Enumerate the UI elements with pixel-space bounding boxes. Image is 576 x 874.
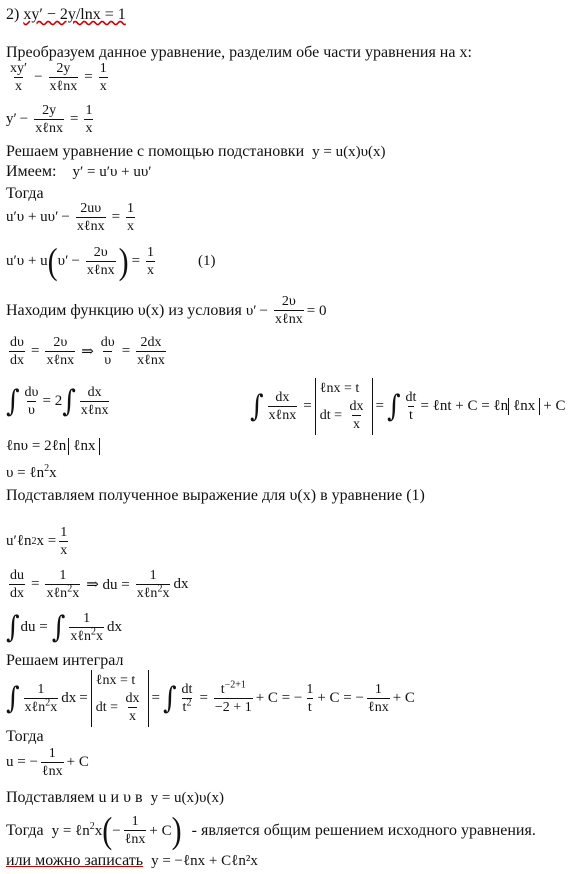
problem-equation: xy′ − 2y/lnx = 1: [23, 6, 126, 23]
fraction: $\frac{2\upsilon}{\text{xℓnx}}$: [86, 245, 115, 278]
fraction: $\frac{dt}{t^2}$: [181, 682, 193, 715]
fraction: $\frac{1}{\text{ℓnx}}$: [367, 682, 389, 715]
fraction: $\frac{1}{\text{ℓnx}}$: [124, 814, 146, 847]
fraction: $\frac{t^{-2+1}}{-2 + 1}$: [214, 679, 252, 715]
substitution-line: Решаем уравнение с помощью подстановки y = u(x)υ(x): [6, 143, 386, 160]
fraction: $\frac{1}{x\ell n^2x}$: [46, 568, 80, 601]
solve-integral-label: Решаем интеграл: [6, 652, 124, 669]
fraction: $\frac{1}{t}$: [306, 682, 314, 715]
fraction: $\frac{dt}{t}$: [405, 390, 417, 423]
intro-text: Преобразуем данное уравнение, разделим обе части уравнения на x:: [6, 44, 472, 61]
general-solution-line: Тогда y = ℓn$^2$x ( − $\frac{1}{\text{ℓnx}}$ + C ) - является общим решением исходного уравнения.: [6, 809, 536, 851]
separation-equation: $\frac{d\upsilon}{dx}$ = $\frac{2\upsilon}{\text{xℓnx}}$ ⇒ $\frac{d\upsilon}{\upsilon}$ = $\frac{2dx}{\text{xℓnx}}$: [10, 335, 165, 368]
fraction: $\frac{1}{x}$: [127, 201, 135, 234]
fraction: $\frac{2y}{\text{xℓnx}}$: [49, 61, 78, 94]
v-result: υ = ℓn$^2$x: [6, 463, 57, 481]
side-integral: ∫ $\frac{dx}{\text{xℓnx}}$ = ℓnx = t dt = $\frac{dx}{x}$ = ∫ $\frac{dt}{t}$ = ℓnt + C = ℓn ℓnx + C: [250, 378, 566, 435]
equation-divided: $\frac{xy'}{x}$ − $\frac{2y}{\text{xℓnx}}$ = $\frac{1}{x}$: [10, 61, 107, 94]
fraction: $\frac{1}{\text{ℓnx}}$: [41, 746, 63, 779]
fraction: $\frac{1}{x}$: [85, 103, 93, 136]
substitution-box: ℓnx = t dt = $\frac{dx}{x}$: [91, 670, 149, 727]
fraction: $\frac{xy'}{x}$: [10, 61, 28, 94]
then-label-1: Тогда: [6, 185, 44, 202]
fraction: $\frac{1}{x}$: [99, 61, 107, 94]
fraction: $\frac{1}{x}$: [147, 245, 155, 278]
fraction: $\frac{1}{x\ell n^2x}$: [24, 682, 58, 715]
problem-statement: [6, 6, 126, 24]
fraction: $\frac{2dx}{\text{xℓnx}}$: [137, 335, 165, 368]
fraction: $\frac{1}{x\ell n^2x}$: [70, 611, 104, 644]
fraction: $\frac{1}{x\ell n^2x}$: [136, 568, 170, 601]
du-equation: $\frac{du}{dx}$ = $\frac{1}{x\ell n^2x}$ ⇒ du = $\frac{1}{x\ell n^2x}$ dx: [10, 568, 189, 601]
du-integral: ∫ du = ∫ $\frac{1}{x\ell n^2x}$ dx: [6, 610, 123, 645]
integral-equation: ∫ $\frac{d\upsilon}{\upsilon}$ = 2 ∫ $\frac{dx}{\text{xℓnx}}$: [6, 384, 109, 419]
substitute-line: Подставляем полученное выражение для υ(x) в уравнение (1): [6, 487, 425, 504]
fraction: $\frac{du}{dx}$: [10, 568, 24, 601]
have-line: Имеем: y′ = u′υ + uυ′: [6, 163, 152, 180]
fraction: $\frac{2\upsilon}{\text{xℓnx}}$: [46, 335, 75, 368]
fraction: $\frac{d\upsilon}{dx}$: [10, 335, 24, 368]
fraction: $\frac{2y}{\text{xℓnx}}$: [35, 103, 63, 136]
fraction: $\frac{dx}{\text{xℓnx}}$: [80, 385, 109, 418]
substitution-box: ℓnx = t dt = $\frac{dx}{x}$: [315, 378, 373, 435]
log-result: ℓnυ = 2ℓn ℓnx: [6, 438, 100, 455]
u-equation: u′ℓn 2 x = $\frac{1}{x}$: [6, 525, 68, 558]
fraction: $\frac{2\upsilon}{\text{xℓnx}}$: [275, 294, 303, 327]
equation-linear: y′ − $\frac{2y}{\text{xℓnx}}$ = $\frac{1}{x}$: [6, 103, 93, 136]
fraction: $\frac{d\upsilon}{\upsilon}$: [100, 335, 115, 368]
equation-substituted: u′υ + uυ′ − $\frac{2u\upsilon}{\text{xℓnx}}$ = $\frac{1}{x}$: [6, 201, 135, 234]
fraction: $\frac{1}{x}$: [60, 525, 68, 558]
fraction: $\frac{dx}{\text{xℓnx}}$: [268, 390, 297, 423]
find-function-line: Находим функцию υ(x) из условия υ′ − $\frac{2\upsilon}{\text{xℓnx}}$ = 0: [6, 294, 327, 327]
alternate-form-line: или можно записать y = −ℓnx + Cℓn²x: [6, 852, 258, 869]
u-result: u = − $\frac{1}{\text{ℓnx}}$ + C: [6, 746, 89, 779]
equation-grouped: u′υ + u ( υ′ − $\frac{2\upsilon}{\text{xℓnx}}$ ) = $\frac{1}{x}$ (1): [6, 240, 216, 282]
problem-label: 2): [6, 6, 20, 23]
substitute-uv-line: Подставляем u и υ в y = u(x)υ(x): [6, 789, 224, 806]
fraction: $\frac{2u\upsilon}{\text{xℓnx}}$: [76, 201, 105, 234]
then-label-2: Тогда: [6, 728, 44, 745]
u-integral-computation: ∫ $\frac{1}{x\ell n^2x}$ dx = ℓnx = t dt = $\frac{dx}{x}$ = ∫ $\frac{dt}{t^2}$ = $\frac{t^{-2+1}}{-2 + 1}$ + C = − $\frac{1}{t}$ + C = − $\frac{1}{\text{ℓnx}}$ + C: [6, 670, 415, 727]
equation-number: (1): [198, 253, 216, 269]
fraction: $\frac{d\upsilon}{\upsilon}$: [24, 385, 39, 418]
